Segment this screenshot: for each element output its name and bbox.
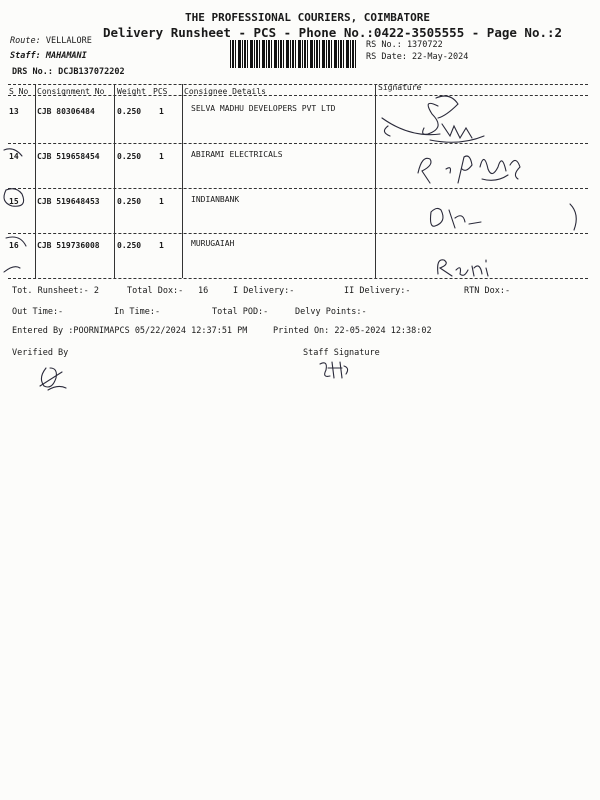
table-row-consignment: CJB 519736008 bbox=[37, 241, 100, 250]
pen-mark bbox=[566, 200, 596, 240]
table-row-weight: 0.250 bbox=[117, 152, 142, 161]
column-divider bbox=[182, 84, 183, 278]
recipient-signature bbox=[380, 88, 500, 148]
column-divider bbox=[114, 84, 115, 278]
staff-signature-label: Staff Signature bbox=[303, 348, 380, 358]
table-row-consignee: MURUGAIAH bbox=[191, 239, 235, 248]
rs-date: RS Date: 22-May-2024 bbox=[366, 52, 469, 62]
table-top-rule bbox=[8, 84, 588, 85]
recipient-signature bbox=[412, 143, 532, 193]
staff-value: MAHAMANI bbox=[45, 51, 87, 61]
col-header-sno: S No bbox=[9, 87, 29, 96]
table-row-sno: 16 bbox=[9, 241, 19, 250]
table-row-consignee: SELVA MADHU DEVELOPERS PVT LTD bbox=[191, 104, 336, 113]
printed-on: Printed On: 22-05-2024 12:38:02 bbox=[273, 326, 432, 336]
route-line bbox=[10, 36, 92, 46]
table-row-pcs: 1 bbox=[159, 241, 164, 250]
col-header-consignee: Consignee Details bbox=[184, 87, 266, 96]
runsheet-title: Delivery Runsheet - PCS - Phone No.:0422-3505555 - Page No.:2 bbox=[103, 25, 563, 40]
table-row-sno: 14 bbox=[9, 152, 19, 161]
staff-line bbox=[10, 51, 87, 61]
table-row-pcs: 1 bbox=[159, 152, 164, 161]
company-title: THE PROFESSIONAL COURIERS, COIMBATORE bbox=[185, 11, 431, 24]
verified-by-label: Verified By bbox=[12, 348, 69, 358]
recipient-signature bbox=[425, 198, 505, 238]
drs-value: DCJB137072202 bbox=[58, 67, 125, 77]
verifier-signature bbox=[36, 360, 76, 394]
rtn-dox: RTN Dox:- bbox=[464, 286, 511, 296]
col-header-consignment: Consignment No bbox=[37, 87, 105, 96]
staff-label: Staff: bbox=[10, 51, 41, 61]
entered-by: Entered By :POORNIMAPCS 05/22/2024 12:37:51 PM bbox=[12, 326, 248, 336]
total-dox-value: 16 bbox=[198, 286, 209, 296]
tot-runsheet: Tot. Runsheet:- 2 bbox=[12, 286, 99, 296]
ii-delivery: II Delivery:- bbox=[344, 286, 411, 296]
rs-number: RS No.: 1370722 bbox=[366, 40, 443, 50]
total-dox-label: Total Dox:- bbox=[127, 286, 184, 296]
table-row-pcs: 1 bbox=[159, 197, 164, 206]
recipient-signature bbox=[430, 250, 510, 284]
table-row-weight: 0.250 bbox=[117, 197, 142, 206]
table-row-pcs: 1 bbox=[159, 107, 164, 116]
table-row-consignment: CJB 519658454 bbox=[37, 152, 100, 161]
column-divider bbox=[375, 84, 376, 278]
staff-signature bbox=[316, 356, 356, 386]
route-label: Route: bbox=[10, 36, 41, 46]
table-row-consignment: CJB 519648453 bbox=[37, 197, 100, 206]
table-row-consignee: INDIANBANK bbox=[191, 195, 240, 204]
col-header-pcs: PCS bbox=[153, 87, 168, 96]
pen-mark bbox=[0, 140, 40, 220]
col-header-weight: Weight bbox=[117, 87, 146, 96]
i-delivery: I Delivery:- bbox=[233, 286, 295, 296]
delvy-points: Delvy Points:- bbox=[295, 307, 367, 317]
pen-mark bbox=[0, 232, 40, 282]
table-row-weight: 0.250 bbox=[117, 241, 142, 250]
total-pod: Total POD:- bbox=[212, 307, 269, 317]
table-row-sno: 15 bbox=[9, 197, 19, 206]
in-time: In Time:- bbox=[114, 307, 161, 317]
route-value: VELLALORE bbox=[45, 36, 92, 46]
table-row-consignee: ABIRAMI ELECTRICALS bbox=[191, 150, 283, 159]
table-row-weight: 0.250 bbox=[117, 107, 142, 116]
drs-line bbox=[12, 67, 125, 77]
barcode bbox=[230, 40, 356, 68]
table-row-sno: 13 bbox=[9, 107, 19, 116]
col-header-signature: Signature bbox=[378, 83, 422, 92]
out-time: Out Time:- bbox=[12, 307, 64, 317]
drs-label: DRS No.: bbox=[12, 67, 53, 77]
table-row-consignment: CJB 80306484 bbox=[37, 107, 95, 116]
